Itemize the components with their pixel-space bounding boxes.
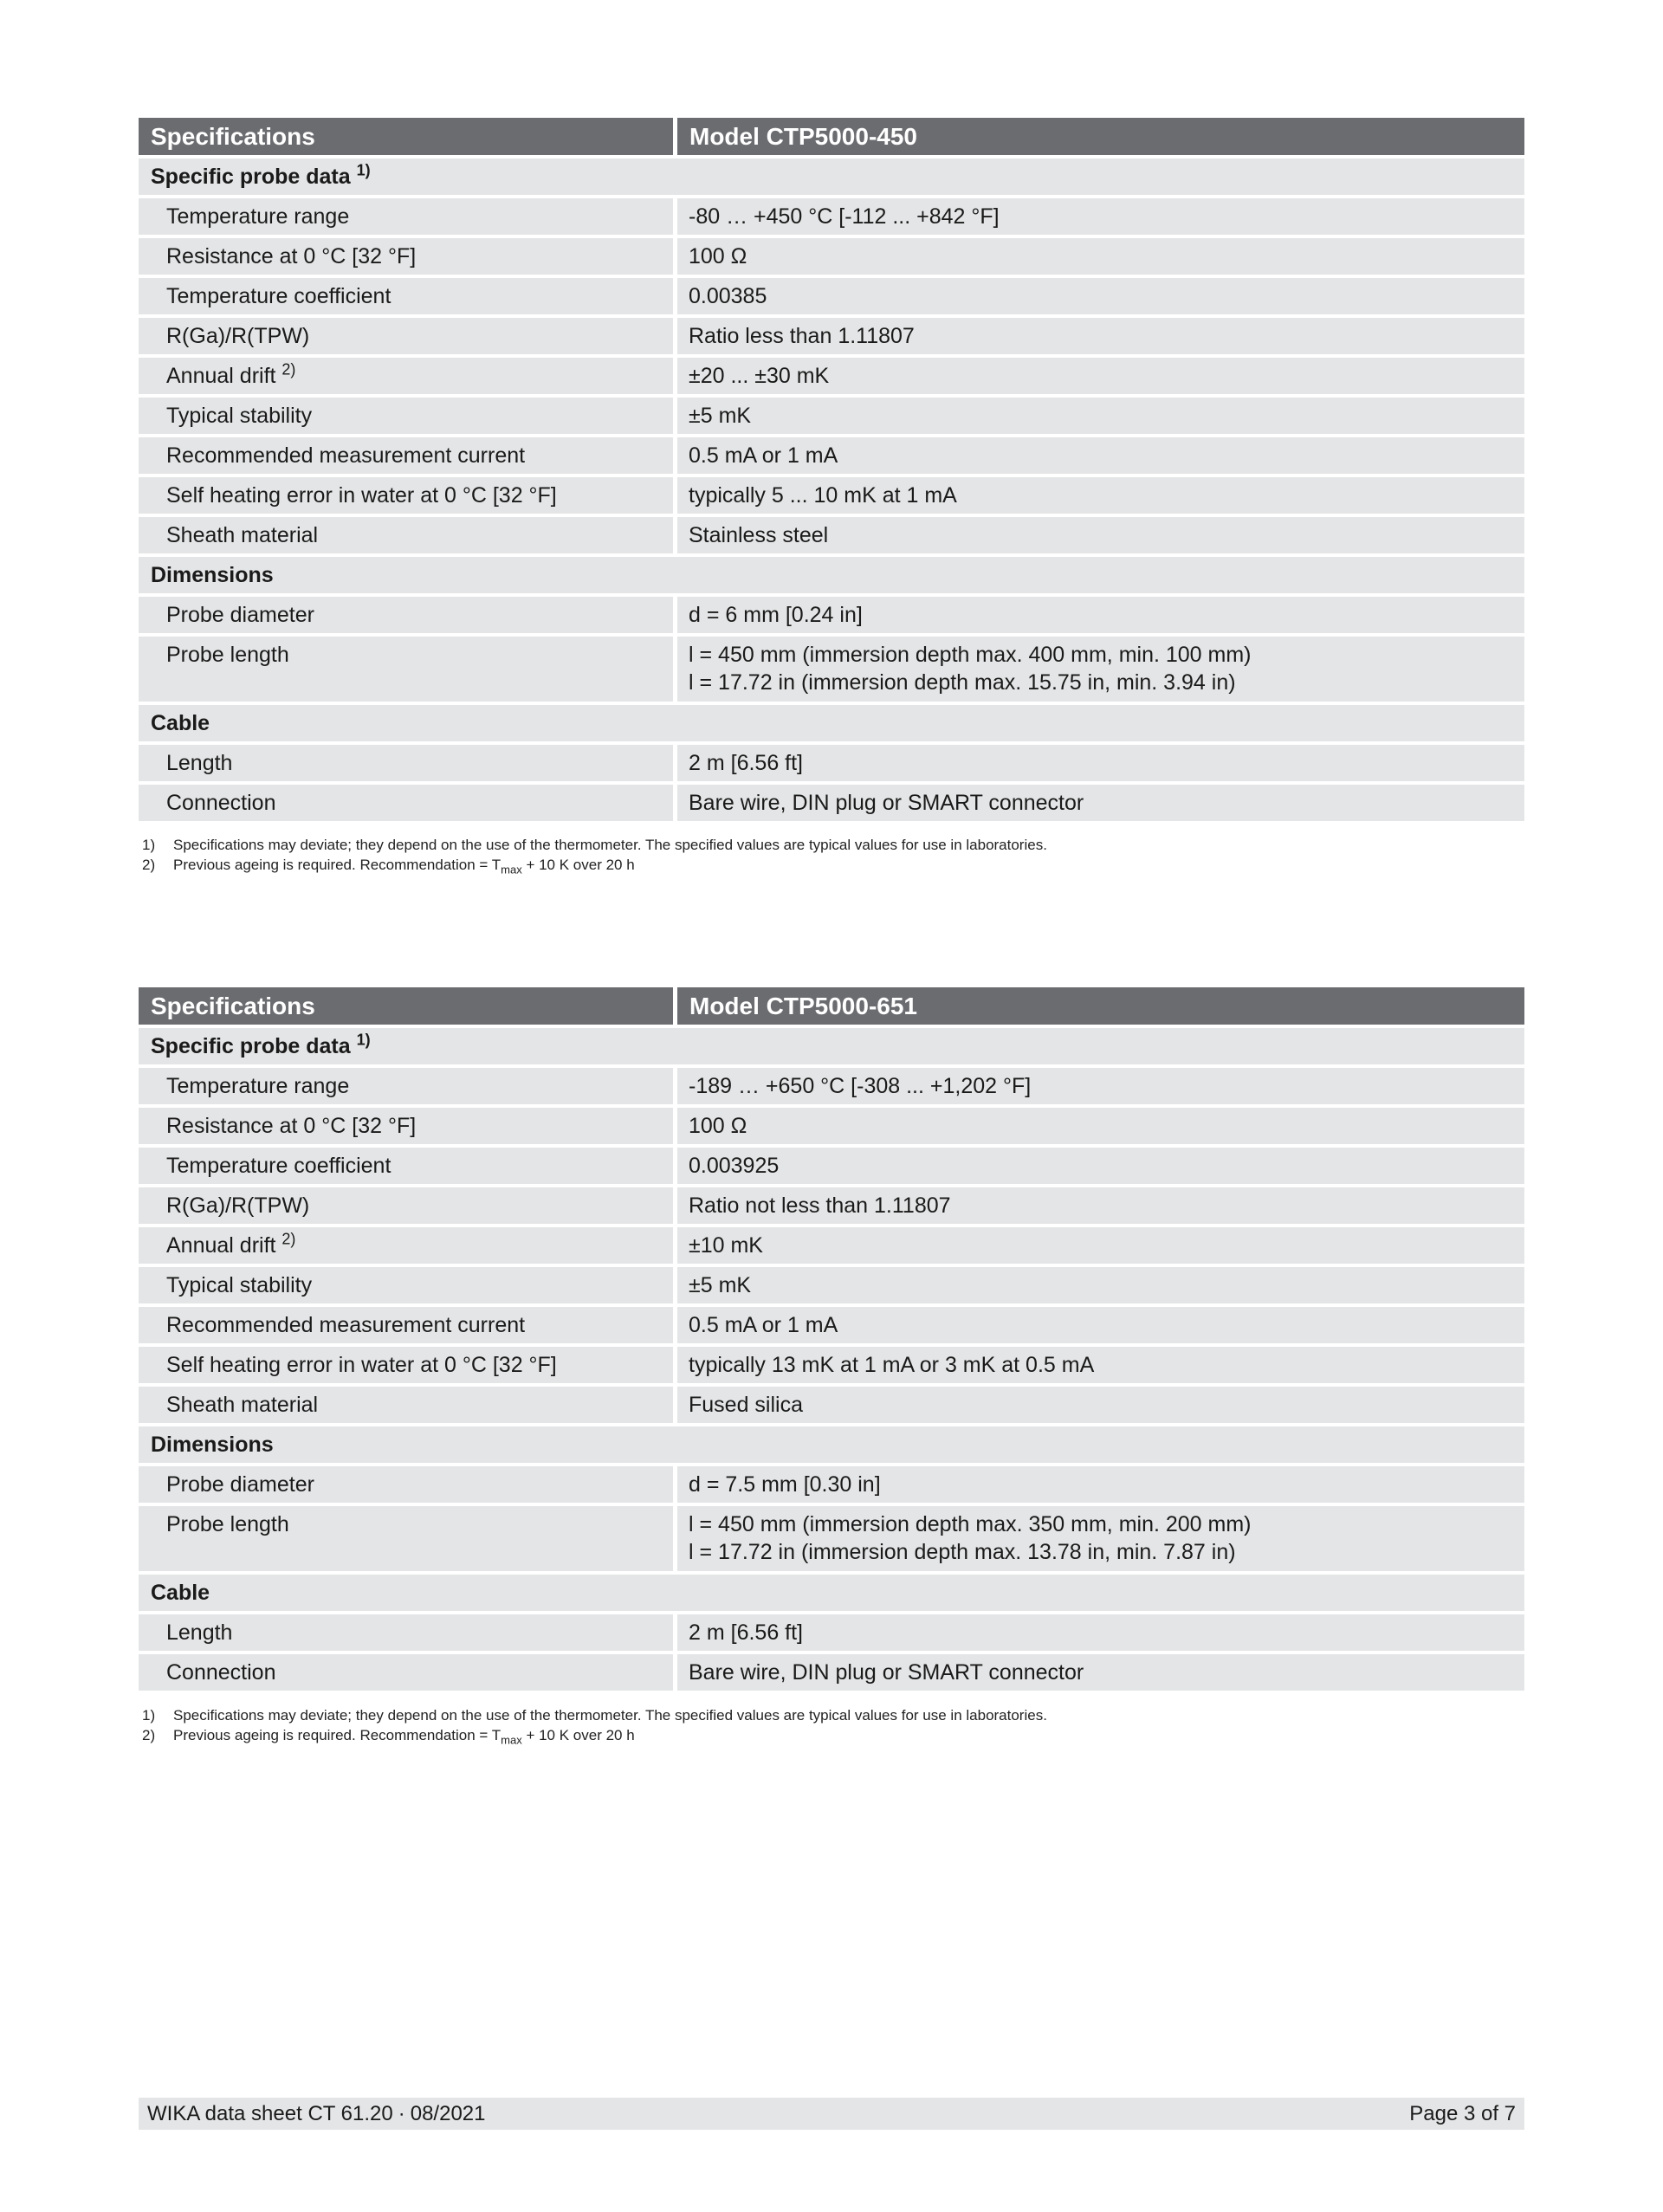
row-label: Length bbox=[139, 1614, 677, 1654]
table-row bbox=[139, 1267, 1524, 1307]
row-value: -80 … +450 °C [-112 ... +842 °F] bbox=[677, 198, 1524, 238]
row-label: Connection bbox=[139, 785, 677, 825]
table-row bbox=[139, 398, 1524, 437]
table-row bbox=[139, 1187, 1524, 1227]
footnote-ref: 2) bbox=[281, 360, 296, 378]
table-row bbox=[139, 437, 1524, 477]
row-value bbox=[677, 1506, 1524, 1575]
footer-doc-info: WIKA data sheet CT 61.20 ∙ 08/2021 bbox=[147, 2101, 486, 2125]
row-label bbox=[139, 1227, 677, 1267]
table-header-row bbox=[139, 987, 1524, 1028]
row-value: 0.003925 bbox=[677, 1148, 1524, 1187]
table-row bbox=[139, 1227, 1524, 1267]
row-label: Probe length bbox=[139, 637, 677, 705]
table-row bbox=[139, 597, 1524, 637]
row-label: Probe diameter bbox=[139, 1466, 677, 1506]
row-value: Bare wire, DIN plug or SMART connector bbox=[677, 785, 1524, 825]
spec-table bbox=[139, 118, 1524, 825]
row-value: Ratio not less than 1.11807 bbox=[677, 1187, 1524, 1227]
row-value: ±5 mK bbox=[677, 1267, 1524, 1307]
table-row bbox=[139, 1347, 1524, 1387]
section-title: Dimensions bbox=[139, 557, 1524, 597]
footnote bbox=[142, 1725, 1047, 1745]
footnote-number: 1) bbox=[142, 1707, 156, 1724]
row-value: typically 5 ... 10 mK at 1 mA bbox=[677, 477, 1524, 517]
table-row bbox=[139, 1466, 1524, 1506]
row-label: Recommended measurement current bbox=[139, 1307, 677, 1347]
table-row bbox=[139, 1614, 1524, 1654]
table-row bbox=[139, 1068, 1524, 1108]
section-row-probe bbox=[139, 158, 1524, 198]
section-title-text: Specific probe data bbox=[151, 165, 351, 189]
page-footer bbox=[139, 2098, 1524, 2130]
table-row bbox=[139, 1506, 1524, 1575]
row-label: Connection bbox=[139, 1654, 677, 1694]
row-label: Probe diameter bbox=[139, 597, 677, 637]
row-label: Temperature coefficient bbox=[139, 1148, 677, 1187]
table-row bbox=[139, 318, 1524, 358]
row-label: Temperature coefficient bbox=[139, 278, 677, 318]
table-row bbox=[139, 517, 1524, 557]
footnote-ref: 2) bbox=[281, 1230, 296, 1248]
table-row bbox=[139, 477, 1524, 517]
row-label: R(Ga)/R(TPW) bbox=[139, 318, 677, 358]
footnote-text-a: Previous ageing is required. Recommendation = T bbox=[173, 857, 501, 873]
row-label: Typical stability bbox=[139, 398, 677, 437]
row-value: d = 7.5 mm [0.30 in] bbox=[677, 1466, 1524, 1506]
row-label-text: Annual drift bbox=[166, 364, 276, 388]
row-value: d = 6 mm [0.24 in] bbox=[677, 597, 1524, 637]
row-value: Stainless steel bbox=[677, 517, 1524, 557]
section-title bbox=[139, 158, 1524, 198]
row-value bbox=[677, 637, 1524, 705]
table-row bbox=[139, 1108, 1524, 1148]
table-row bbox=[139, 785, 1524, 825]
row-label bbox=[139, 358, 677, 398]
section-title bbox=[139, 1028, 1524, 1068]
row-value: 0.5 mA or 1 mA bbox=[677, 1307, 1524, 1347]
row-value: typically 13 mK at 1 mA or 3 mK at 0.5 mA bbox=[677, 1347, 1524, 1387]
header-specifications: Specifications bbox=[139, 118, 677, 158]
row-value: Fused silica bbox=[677, 1387, 1524, 1426]
subscript: max bbox=[501, 1733, 522, 1747]
row-label: Temperature range bbox=[139, 198, 677, 238]
row-value: 0.5 mA or 1 mA bbox=[677, 437, 1524, 477]
header-specifications: Specifications bbox=[139, 987, 677, 1028]
row-value: Ratio less than 1.11807 bbox=[677, 318, 1524, 358]
row-label: Self heating error in water at 0 °C [32 °F] bbox=[139, 477, 677, 517]
footnote-ref: 1) bbox=[356, 1031, 371, 1049]
footnote-text-b: + 10 K over 20 h bbox=[521, 1727, 635, 1743]
row-value: 2 m [6.56 ft] bbox=[677, 1614, 1524, 1654]
footnote bbox=[142, 855, 1047, 875]
spec-table-ctp5000-450 bbox=[139, 118, 1524, 825]
section-title: Cable bbox=[139, 1575, 1524, 1614]
footer-page-number: Page 3 of 7 bbox=[1409, 2101, 1516, 2125]
row-label: R(Ga)/R(TPW) bbox=[139, 1187, 677, 1227]
subscript: max bbox=[501, 863, 522, 876]
row-value: -189 … +650 °C [-308 ... +1,202 °F] bbox=[677, 1068, 1524, 1108]
footnote-text-a: Previous ageing is required. Recommendation = T bbox=[173, 1727, 501, 1743]
table-row bbox=[139, 358, 1524, 398]
row-label: Resistance at 0 °C [32 °F] bbox=[139, 1108, 677, 1148]
table-row bbox=[139, 198, 1524, 238]
row-label: Typical stability bbox=[139, 1267, 677, 1307]
header-model: Model CTP5000-651 bbox=[677, 987, 1524, 1028]
footnote-text: Specifications may deviate; they depend on the use of the thermometer. The specified values are typical values for use in laboratories. bbox=[173, 1707, 1047, 1724]
table-row bbox=[139, 1307, 1524, 1347]
section-row-dimensions bbox=[139, 557, 1524, 597]
row-value-line: l = 450 mm (immersion depth max. 350 mm, min. 200 mm) bbox=[689, 1512, 1252, 1536]
footnote bbox=[142, 1705, 1047, 1725]
footnote bbox=[142, 835, 1047, 855]
section-title: Dimensions bbox=[139, 1426, 1524, 1466]
footnote-number: 2) bbox=[142, 1727, 156, 1743]
table-row bbox=[139, 745, 1524, 785]
section-title-text: Specific probe data bbox=[151, 1034, 351, 1058]
row-value-line: l = 17.72 in (immersion depth max. 15.75 in, min. 3.94 in) bbox=[689, 670, 1236, 695]
row-value-line: l = 450 mm (immersion depth max. 400 mm, min. 100 mm) bbox=[689, 643, 1252, 667]
row-value: 100 Ω bbox=[677, 238, 1524, 278]
table-header-row bbox=[139, 118, 1524, 158]
table-row bbox=[139, 278, 1524, 318]
table-row bbox=[139, 1654, 1524, 1694]
footnote-text-b: + 10 K over 20 h bbox=[521, 857, 635, 873]
section-row-cable bbox=[139, 705, 1524, 745]
row-label: Temperature range bbox=[139, 1068, 677, 1108]
row-label: Sheath material bbox=[139, 517, 677, 557]
section-row-probe bbox=[139, 1028, 1524, 1068]
row-label-text: Annual drift bbox=[166, 1233, 276, 1258]
spec-table bbox=[139, 987, 1524, 1694]
row-value: 100 Ω bbox=[677, 1108, 1524, 1148]
row-value: ±5 mK bbox=[677, 398, 1524, 437]
row-value: 0.00385 bbox=[677, 278, 1524, 318]
row-label: Probe length bbox=[139, 1506, 677, 1575]
row-label: Recommended measurement current bbox=[139, 437, 677, 477]
row-value: ±10 mK bbox=[677, 1227, 1524, 1267]
section-row-dimensions bbox=[139, 1426, 1524, 1466]
row-label: Resistance at 0 °C [32 °F] bbox=[139, 238, 677, 278]
footnotes bbox=[142, 835, 1047, 875]
header-model: Model CTP5000-450 bbox=[677, 118, 1524, 158]
footnote-number: 1) bbox=[142, 837, 156, 853]
spec-table-ctp5000-651 bbox=[139, 987, 1524, 1694]
row-value: 2 m [6.56 ft] bbox=[677, 745, 1524, 785]
footnote-text: Specifications may deviate; they depend on the use of the thermometer. The specified values are typical values for use in laboratories. bbox=[173, 837, 1047, 853]
table-row bbox=[139, 1387, 1524, 1426]
table-row bbox=[139, 637, 1524, 705]
footnote-number: 2) bbox=[142, 857, 156, 873]
row-value: ±20 ... ±30 mK bbox=[677, 358, 1524, 398]
section-row-cable bbox=[139, 1575, 1524, 1614]
table-row bbox=[139, 1148, 1524, 1187]
footnote-ref: 1) bbox=[356, 161, 371, 179]
row-label: Self heating error in water at 0 °C [32 °F] bbox=[139, 1347, 677, 1387]
section-title: Cable bbox=[139, 705, 1524, 745]
row-label: Sheath material bbox=[139, 1387, 677, 1426]
footnote-text bbox=[173, 1725, 635, 1745]
row-value: Bare wire, DIN plug or SMART connector bbox=[677, 1654, 1524, 1694]
footnotes bbox=[142, 1705, 1047, 1745]
row-label: Length bbox=[139, 745, 677, 785]
footnote-text bbox=[173, 855, 635, 875]
row-value-line: l = 17.72 in (immersion depth max. 13.78 in, min. 7.87 in) bbox=[689, 1540, 1236, 1564]
table-row bbox=[139, 238, 1524, 278]
